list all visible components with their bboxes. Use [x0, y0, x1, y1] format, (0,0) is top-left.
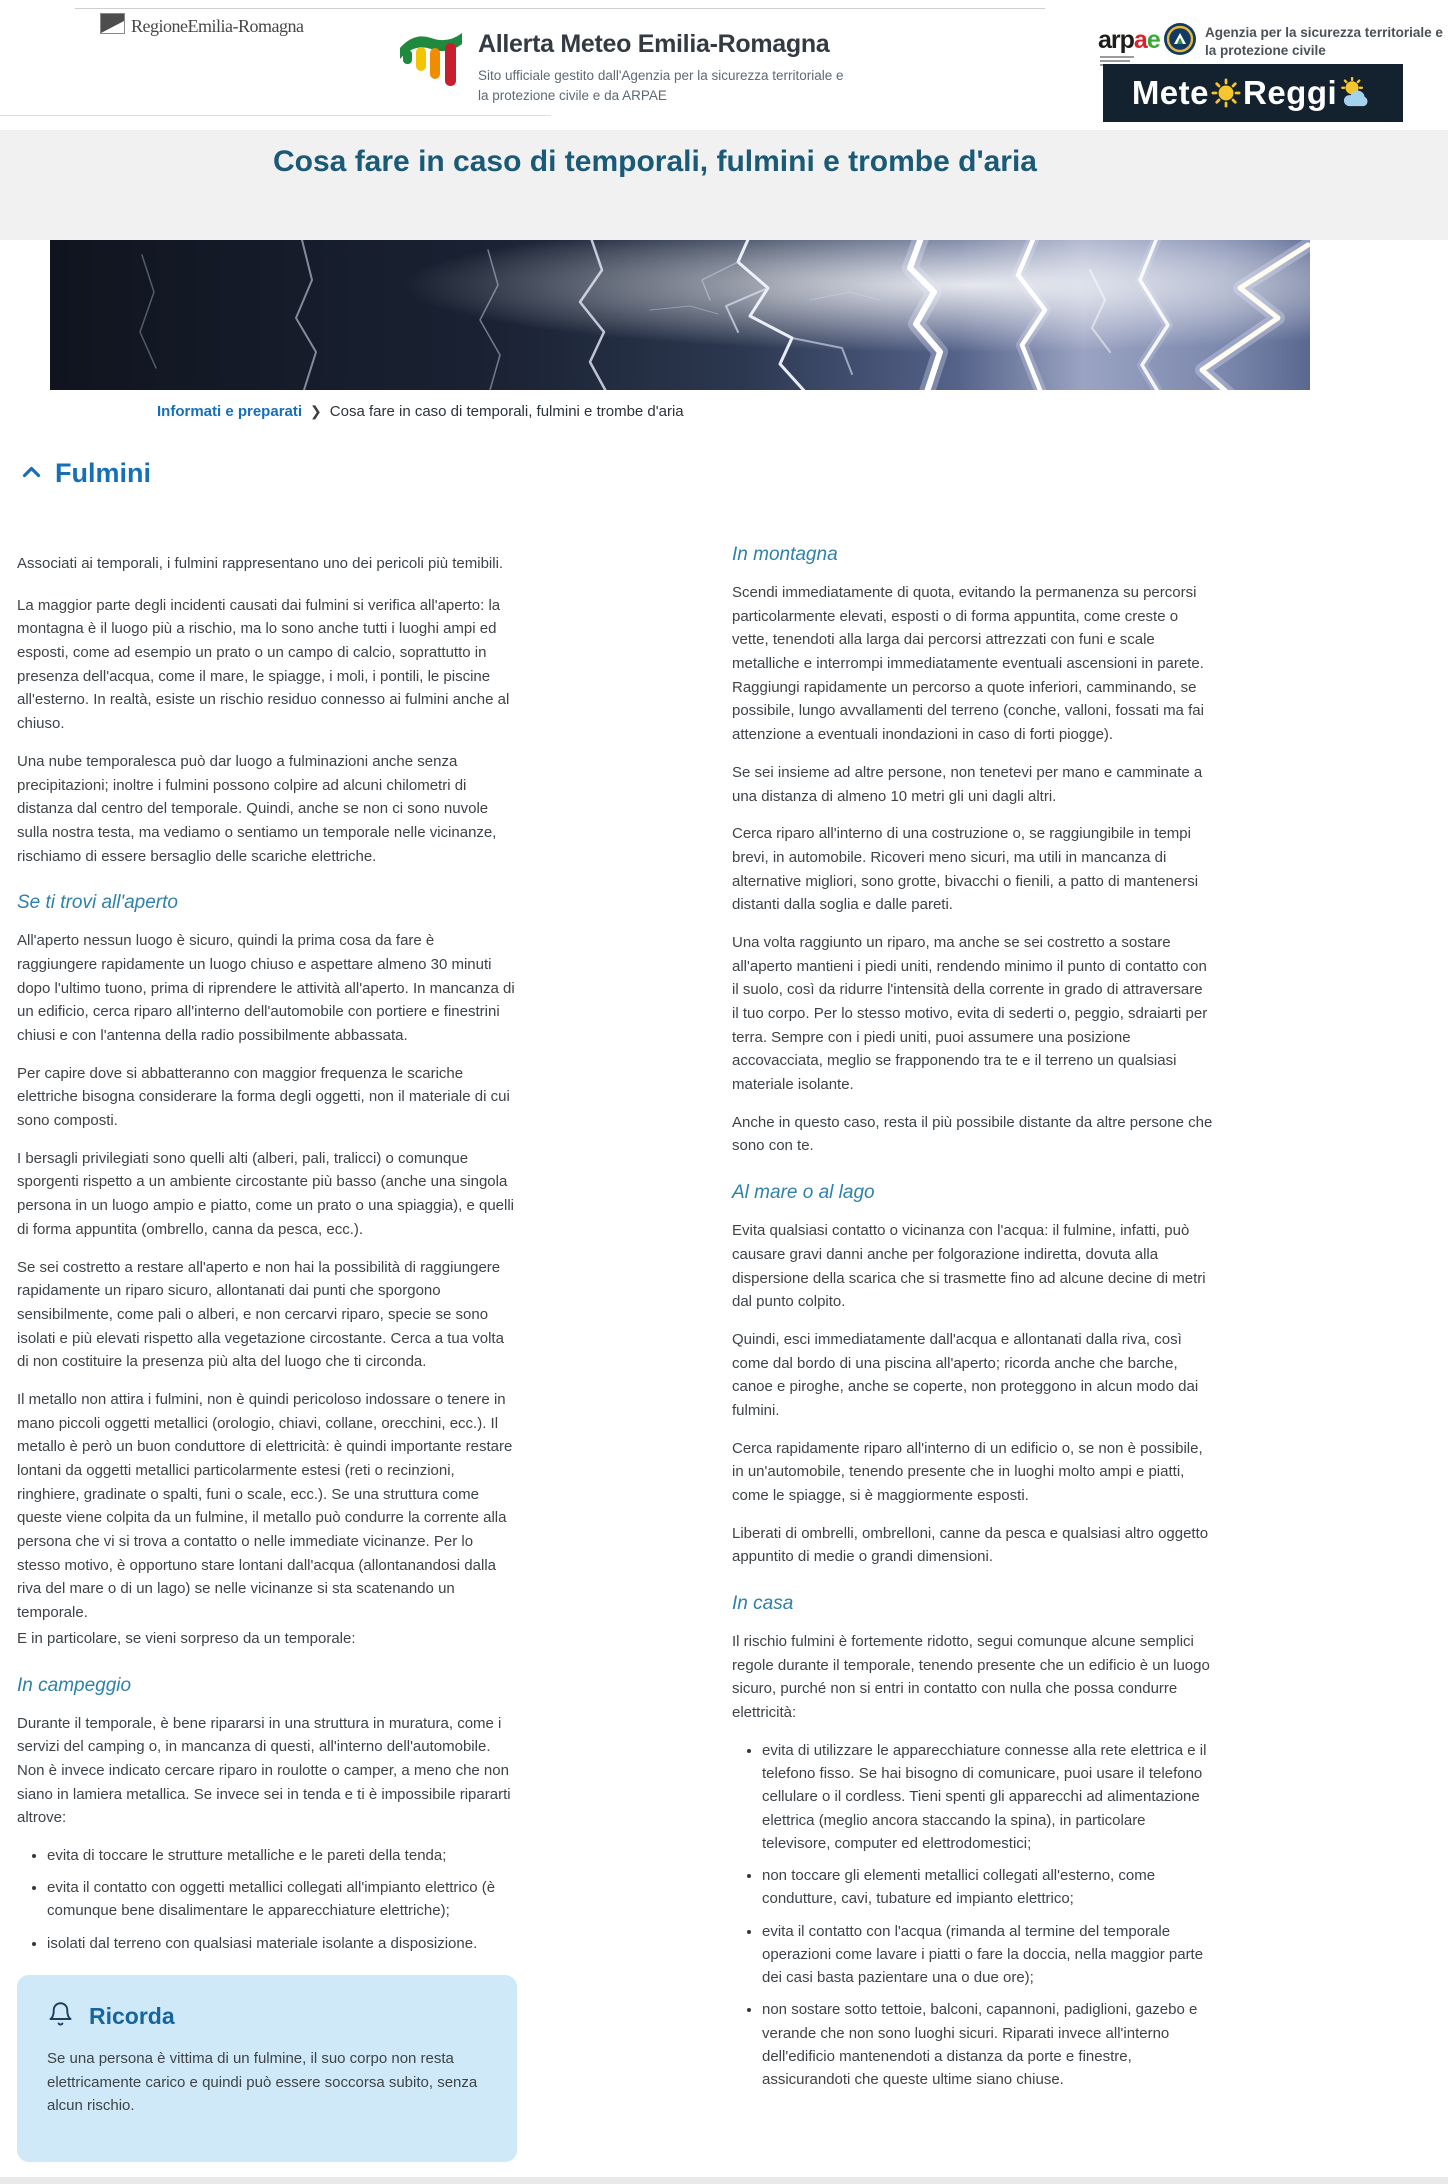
ricorda-header [47, 2001, 487, 2033]
paragraph: Per capire dove si abbatteranno con maggior frequenza le scariche elettriche bisogna considerare la forma degli oggetti, non il materiale di cui sono composti. [17, 1064, 510, 1130]
paragraph: Il metallo non attira i fulmini, non è quindi pericoloso indossare o tenere in mano piccoli oggetti metallici (orologio, chiavi, collane, orecchini, ecc.). Il metallo è però un buon conduttore di elettricità: è quindi importante restare lontani da oggetti metallici particolarmente estesi (reti o recinzioni, ringhiere, gradinate o spalti, funi o scale, ecc.). Se una struttura come queste viene colpita da un fulmine, il metallo può condurre la corrente alla persona che vi si trova a contatto o nelle immediate vicinanze. Per lo stesso motivo, è opportuno stare lontani dall'acqua (allontanandosi dalla riva del mare o di un lago) se nelle vicinanze si sta scatenando un temporale. [17, 1390, 513, 1622]
left-column [17, 540, 517, 2162]
paragraph: Cerca rapidamente riparo all'interno di un edificio o, se non è possibile, in un'automobile, tenendo presente che in luoghi molto ampi e piatti, come le spiagge, si è maggiormente esposti. [732, 1439, 1203, 1504]
agency-name: Agenzia per la sicurezza territoriale e la protezione civile [1205, 25, 1443, 58]
paragraph: Liberati di ombrelli, ombrelloni, canne da pesca e qualsiasi altro oggetto appuntito di medie o grandi dimensioni. [732, 1524, 1209, 1566]
ricorda-callout [17, 1975, 517, 2162]
subheading-se-ti-trovi-allaperto: Se ti trovi all'aperto [17, 892, 178, 914]
lightning-photo [50, 240, 1310, 390]
breadcrumb-separator-icon: ❯ [310, 403, 322, 419]
bullet-list [17, 1844, 517, 1955]
section-accordion-toggle[interactable] [22, 458, 151, 489]
site-subtitle: Sito ufficiale gestito dall'Agenzia per la sicurezza territoriale e la protezione civile e da ARPAE [478, 68, 844, 104]
subheading-in-montagna: In montagna [732, 544, 838, 565]
regione-emilia-romagna-logo[interactable] [100, 13, 303, 39]
subheading-al-mare-o-al-lago: Al mare o al lago [732, 1182, 875, 1204]
site-title: Allerta Meteo Emilia-Romagna [478, 30, 830, 58]
right-column [732, 540, 1213, 2162]
list-item: • evita il contatto con l'acqua (rimanda al termine del temporale operazioni come lavare i piatti o fare la doccia, nella maggior parte dei casi basta pazientare una o due ore); [762, 1920, 1213, 1990]
paragraph: Il rischio fulmini è fortemente ridotto, segui comunque alcune semplici regole durante il temporale, tenendo presente che un edificio è un luogo sicuro, purché non si entri in contatto con nulla che possa condurre elettricità: [732, 1633, 1210, 1722]
page-title: Cosa fare in caso di temporali, fulmini e trombe d'aria [273, 145, 1037, 178]
list-item: • evita di utilizzare le apparecchiature connesse alla rete elettrica e il telefono fisso. Se hai bisogno di comunicare, puoi usare il telefono cellulare o il cordless. Tieni spenti gli apparecchi ad alimentazione elettrica (meglio ancora staccando la spina), in particolare televisore, computer ed elettrodomestici; [762, 1739, 1213, 1855]
paragraph: I bersagli privilegiati sono quelli alti (alberi, pali, tralicci) o comunque sporgenti rispetto a un ambiente circostante più basso (anche una singola persona in un luogo ampio e piatto, come un prato o una spiaggia), e quelli di forma appuntita (ombrello, canna da pesca, ecc.). [17, 1149, 514, 1238]
list-item: • isolati dal terreno con qualsiasi materiale isolante a disposizione. [47, 1932, 517, 1955]
site-header [0, 0, 1448, 130]
arpae-wordmark-black: arp [1098, 26, 1134, 54]
sun-cloud-icon [1339, 77, 1373, 109]
allerta-meteo-flag-icon [398, 28, 464, 90]
sun-icon [1211, 78, 1241, 108]
paragraph: Se sei insieme ad altre persone, non tenetevi per mano e camminate a una distanza di almeno 10 metri gli uni dagli altri. [732, 763, 1203, 805]
ricorda-text: Se una persona è vittima di un fulmine, il suo corpo non resta elettricamente carico e quindi può essere soccorsa subito, senza alcun rischio. [47, 2049, 478, 2115]
list-item: • evita il contatto con oggetti metallici collegati all'impianto elettrico (è comunque bene disalimentare le apparecchiature elettriche); [47, 1876, 517, 1923]
paragraph: Durante il temporale, è bene ripararsi in una struttura in muratura, come i servizi del camping o, in mancanza di questi, all'interno dell'automobile. Non è invece indicato cercare riparo in roulotte o camper, a meno che non siano in lamiera metallica. Se invece sei in tenda e ti è impossibile ripararti altrove: [17, 1714, 511, 1827]
meteo-banner-word2: Reggi [1243, 74, 1338, 111]
paragraph: E in particolare, se vieni sorpreso da un temporale: [17, 1629, 356, 1647]
paragraph: La maggior parte degli incidenti causati dai fulmini si verifica all'aperto: la montagna è il luogo più a rischio, ma lo sono anche tutti i luoghi ampi ed esposti, come ad esempio un prato o un campo di calcio, soprattutto in presenza dell'acqua, come il mare, le spiagge, i moli, i pontili, le piscine all'esterno. In realtà, esiste un rischio residuo connesso ai fulmini anche al chiuso. [17, 596, 510, 733]
section-title[interactable]: Fulmini [55, 458, 151, 488]
footer-strip [0, 2177, 1448, 2184]
header-mid-divider [0, 115, 551, 116]
paragraph: Evita qualsiasi contatto o vicinanza con l'acqua: il fulmine, infatti, può causare gravi danni anche per folgorazione indiretta, dovuta alla dispersione della scarica che si trasmette fino ad alcune decine di metri dal punto colpito. [732, 1222, 1206, 1311]
chevron-up-icon[interactable] [22, 465, 41, 483]
paragraph: Scendi immediatamente di quota, evitando la permanenza su percorsi particolarmente elevati, esposti o di forma appuntita, come creste o vette, tenendoti alla larga dai percorsi attrezzati con funi e scale metalliche e interrompi immediatamente eventuali ascensioni in parete. Raggiungi rapidamente un percorso a quote inferiori, camminando, se possibile, lungo avvallamenti del terreno (conche, valloni, fossati ma fai attenzione a eventuali inondazioni in caso di forti piogge). [732, 584, 1204, 744]
arpae-logo[interactable] [1098, 28, 1160, 68]
paragraph: Se sei costretto a restare all'aperto e non hai la possibilità di raggiungere rapidamente un riparo sicuro, allontanati dai punti che sporgono sensibilmente, come pali o alberi, e non cercarvi riparo, specie se sono isolati e più elevati rispetto alla vegetazione circostante. Cerca a tua volta di non costituire la presenza più alta del luogo che ti circonda. [17, 1258, 504, 1371]
regione-emilia-romagna-mark-icon [100, 13, 125, 39]
protezione-civile-badge-icon[interactable] [1163, 22, 1197, 61]
paragraph: Una volta raggiunto un riparo, ma anche se sei costretto a sostare all'aperto mantieni i piedi uniti, rendendo minimo il punto di contatto con il suolo, così da ridurre l'intensità della corrente in grado di attraversare il tuo corpo. Per lo stesso motivo, evita di sederti o, peggio, sdraiarti per terra. Sempre con i piedi uniti, puoi assumere una posizione accovacciata, meglio se frapponendo tra te e il terreno un qualsiasi materiale isolante. [732, 933, 1208, 1094]
list-item: • non toccare gli elementi metallici collegati all'esterno, come condutture, cavi, tubature ed impianto elettrico; [762, 1864, 1213, 1911]
breadcrumb [157, 403, 684, 420]
arpae-wordmark-red: a [1133, 26, 1147, 54]
arpae-wordmark-green: e [1146, 26, 1160, 54]
subheading-in-casa: In casa [732, 1593, 794, 1615]
arpae-wordmark [1098, 28, 1160, 53]
subheading-in-campeggio: In campeggio [17, 1674, 132, 1696]
allerta-meteo-logo[interactable] [398, 28, 464, 95]
paragraph: All'aperto nessun luogo è sicuro, quindi la prima cosa da fare è raggiungere rapidamente un luogo chiuso e aspettare almeno 30 minuti dopo l'ultimo tuono, prima di riprendere le attività all'aperto. In mancanza di un edificio, cerca riparo all'interno dell'automobile con portiere e finestrini chiusi e con l'antenna della radio possibilmente abbassata. [17, 932, 515, 1044]
bullet-list [732, 1739, 1213, 2092]
meteo-banner-word1: Mete [1131, 74, 1209, 111]
paragraph: Una nube temporalesca può dar luogo a fulminazioni anche senza precipitazioni; inoltre i fulmini possono colpire ad alcuni chilometri di distanza dal centro del temporale. Quindi, anche se non ci sono nuvole sulla nostra testa, ma vediamo o sentiamo un temporale nelle vicinanze, rischiamo di essere bersaglio delle scariche elettriche. [17, 752, 497, 865]
paragraph: Anche in questo caso, resta il più possibile distante da altre persone che sono con te. [732, 1113, 1213, 1155]
header-top-divider [75, 8, 1045, 9]
paragraph: Associati ai temporali, i fulmini rappresentano uno dei pericoli più temibili. [17, 555, 504, 572]
bell-icon [47, 2001, 74, 2033]
content-columns [17, 540, 1213, 2162]
paragraph: Quindi, esci immediatamente dall'acqua e allontanati dalla riva, così come dal bordo di una piscina all'aperto; ricorda anche che barche, canoe e piroghe, anche se coperte, non proteggono in alcun modo dai fulmini. [732, 1330, 1199, 1419]
meteo-reggio-banner[interactable] [1103, 64, 1403, 122]
regione-emilia-romagna-label: RegioneEmilia-Romagna [131, 15, 304, 36]
list-item: • evita di toccare le strutture metalliche e le pareti della tenda; [47, 1844, 517, 1867]
breadcrumb-parent-link[interactable]: Informati e preparati [157, 403, 303, 420]
paragraph: Cerca riparo all'interno di una costruzione o, se raggiungibile in tempi brevi, in automobile. Ricoveri meno sicuri, ma utili in mancanza di alternative migliori, sono grotte, bivacchi o fienili, a patto di mantenersi distanti dalla soglia e dalle pareti. [732, 825, 1199, 914]
list-item: • non sostare sotto tettoie, balconi, capannoni, padiglioni, gazebo e verande che non sono luoghi sicuri. Riparati invece all'interno dell'edificio mantenendoti a distanza da porte e finestre, assicurandoti che queste ultime siano chiuse. [762, 1998, 1213, 2091]
breadcrumb-current: Cosa fare in caso di temporali, fulmini e trombe d'aria [329, 403, 684, 420]
ricorda-title: Ricorda [89, 2003, 175, 2030]
